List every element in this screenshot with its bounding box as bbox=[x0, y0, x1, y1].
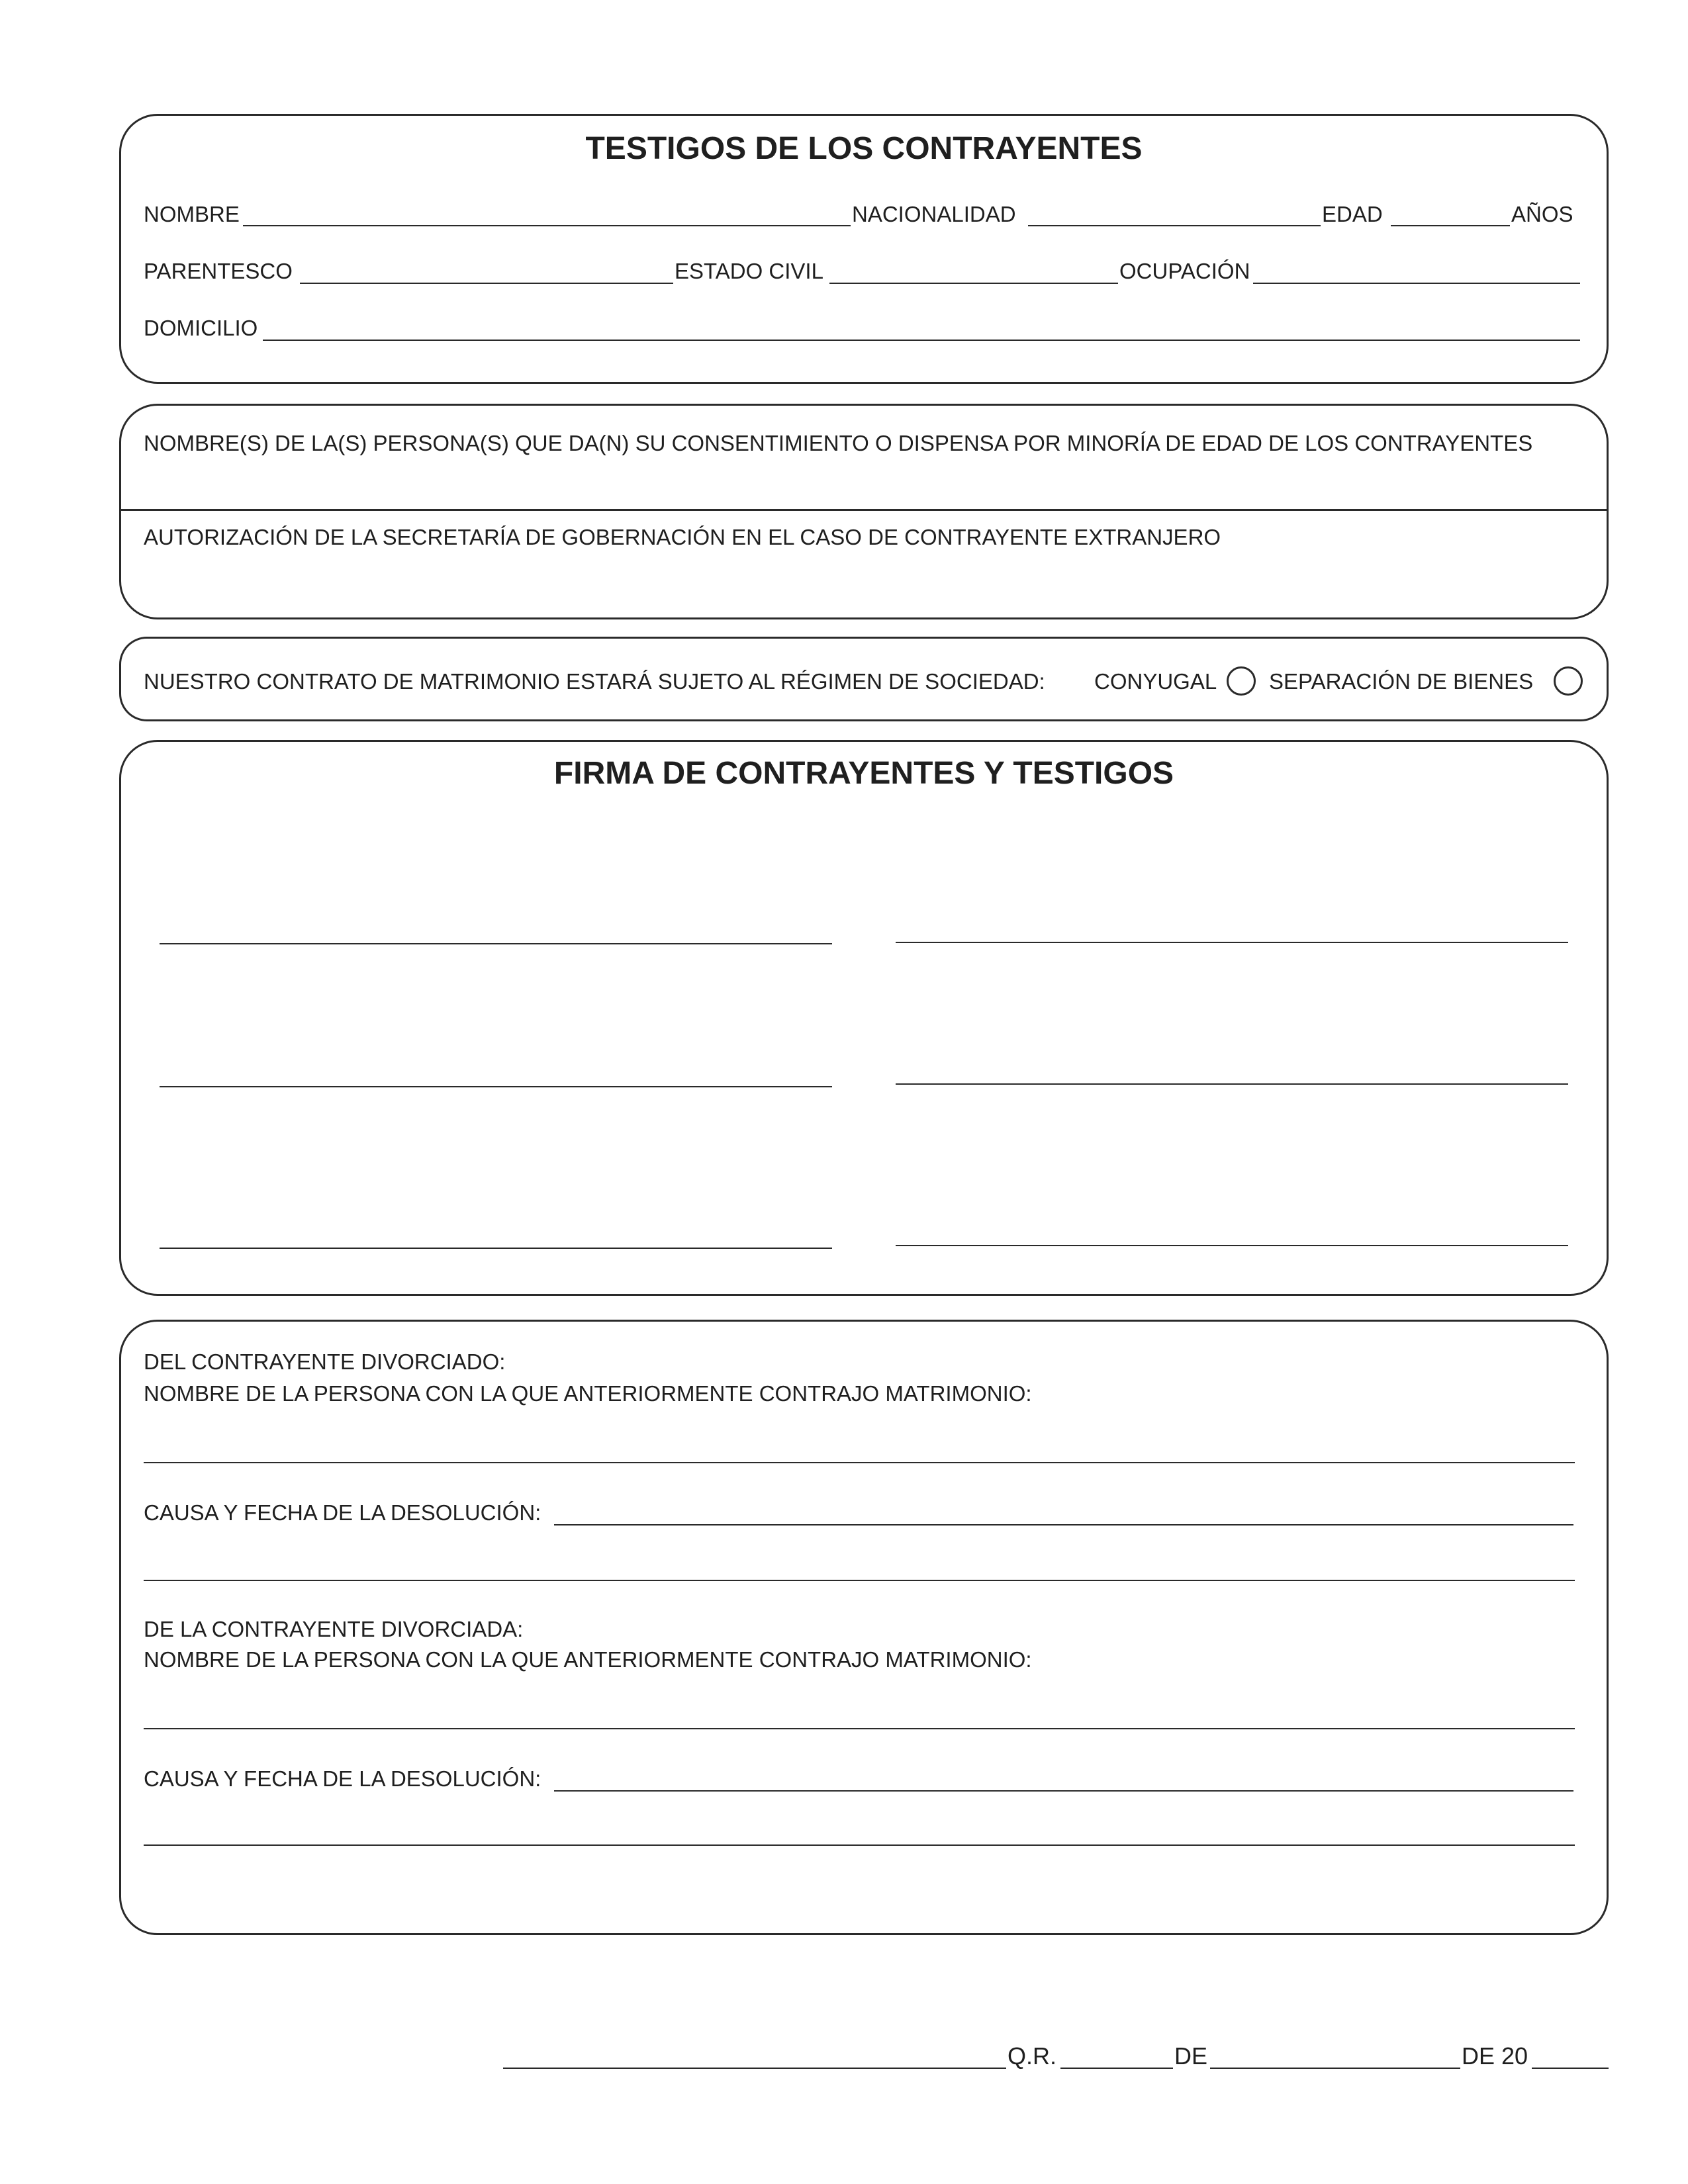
estado-civil-field[interactable] bbox=[829, 283, 1118, 284]
testigos-title: TESTIGOS DE LOS CONTRAYENTES bbox=[585, 131, 1143, 166]
nombre-persona-2-field[interactable] bbox=[144, 1728, 1575, 1729]
causa-1-field-2[interactable] bbox=[144, 1580, 1575, 1581]
year-field[interactable] bbox=[1532, 2068, 1609, 2069]
nombre-persona-1-field[interactable] bbox=[144, 1462, 1575, 1463]
separacion-radio[interactable] bbox=[1554, 666, 1583, 696]
ocupacion-label: OCUPACIÓN bbox=[1119, 259, 1250, 283]
day-field[interactable] bbox=[1060, 2068, 1173, 2069]
estado-civil-label: ESTADO CIVIL bbox=[675, 259, 823, 283]
section-divider bbox=[121, 509, 1607, 511]
regimen-label: NUESTRO CONTRATO DE MATRIMONIO ESTARÁ SUJETO AL RÉGIMEN DE SOCIEDAD: bbox=[144, 669, 1045, 694]
divorcio-section bbox=[119, 1320, 1609, 1935]
nombre-label: NOMBRE bbox=[144, 202, 240, 226]
causa-2-field-2[interactable] bbox=[144, 1844, 1575, 1846]
del-contrayente-label: DEL CONTRAYENTE DIVORCIADO: bbox=[144, 1349, 506, 1374]
causa-1-field[interactable] bbox=[554, 1524, 1573, 1525]
causa-1-label: CAUSA Y FECHA DE LA DESOLUCIÓN: bbox=[144, 1500, 541, 1525]
signature-line-5[interactable] bbox=[160, 1248, 832, 1249]
parentesco-field[interactable] bbox=[300, 283, 673, 284]
conyugal-radio[interactable] bbox=[1227, 666, 1256, 696]
signature-line-3[interactable] bbox=[160, 1086, 832, 1087]
signature-line-4[interactable] bbox=[896, 1083, 1568, 1085]
anos-label: AÑOS bbox=[1511, 202, 1573, 226]
nombre-persona-2-label: NOMBRE DE LA PERSONA CON LA QUE ANTERIORMENTE CONTRAJO MATRIMONIO: bbox=[144, 1647, 1032, 1672]
autorizacion-label: AUTORIZACIÓN DE LA SECRETARÍA DE GOBERNACIÓN EN EL CASO DE CONTRAYENTE EXTRANJERO bbox=[144, 525, 1221, 549]
firmas-title: FIRMA DE CONTRAYENTES Y TESTIGOS bbox=[553, 756, 1174, 791]
ocupacion-field[interactable] bbox=[1253, 283, 1580, 284]
consentimiento-section bbox=[119, 404, 1609, 619]
conyugal-label: CONYUGAL bbox=[1094, 669, 1217, 694]
parentesco-label: PARENTESCO bbox=[144, 259, 293, 283]
separacion-label: SEPARACIÓN DE BIENES bbox=[1269, 669, 1534, 694]
nombre-field[interactable] bbox=[243, 225, 851, 226]
place-field[interactable] bbox=[503, 2068, 1006, 2069]
consentimiento-label: NOMBRE(S) DE LA(S) PERSONA(S) QUE DA(N) SU CONSENTIMIENTO O DISPENSA POR MINORÍA DE EDAD DE LOS CONTRAYENTES bbox=[144, 431, 1533, 455]
firmas-section bbox=[119, 740, 1609, 1296]
de-label: DE bbox=[1174, 2042, 1208, 2070]
signature-line-2[interactable] bbox=[896, 942, 1568, 943]
qr-label: Q.R. bbox=[1008, 2042, 1057, 2070]
nacionalidad-label: NACIONALIDAD bbox=[852, 202, 1016, 226]
nombre-persona-1-label: NOMBRE DE LA PERSONA CON LA QUE ANTERIORMENTE CONTRAJO MATRIMONIO: bbox=[144, 1381, 1032, 1406]
month-field[interactable] bbox=[1210, 2068, 1460, 2069]
nacionalidad-field[interactable] bbox=[1028, 225, 1321, 226]
causa-2-field[interactable] bbox=[554, 1790, 1573, 1792]
de-la-contrayente-label: DE LA CONTRAYENTE DIVORCIADA: bbox=[144, 1617, 524, 1641]
edad-field[interactable] bbox=[1391, 225, 1510, 226]
de-20-label: DE 20 bbox=[1462, 2042, 1528, 2070]
edad-label: EDAD bbox=[1322, 202, 1383, 226]
domicilio-field[interactable] bbox=[263, 340, 1580, 341]
causa-2-label: CAUSA Y FECHA DE LA DESOLUCIÓN: bbox=[144, 1766, 541, 1791]
regimen-section bbox=[119, 637, 1609, 721]
signature-line-1[interactable] bbox=[160, 943, 832, 944]
signature-line-6[interactable] bbox=[896, 1245, 1568, 1246]
domicilio-label: DOMICILIO bbox=[144, 316, 258, 340]
testigos-section bbox=[119, 114, 1609, 384]
